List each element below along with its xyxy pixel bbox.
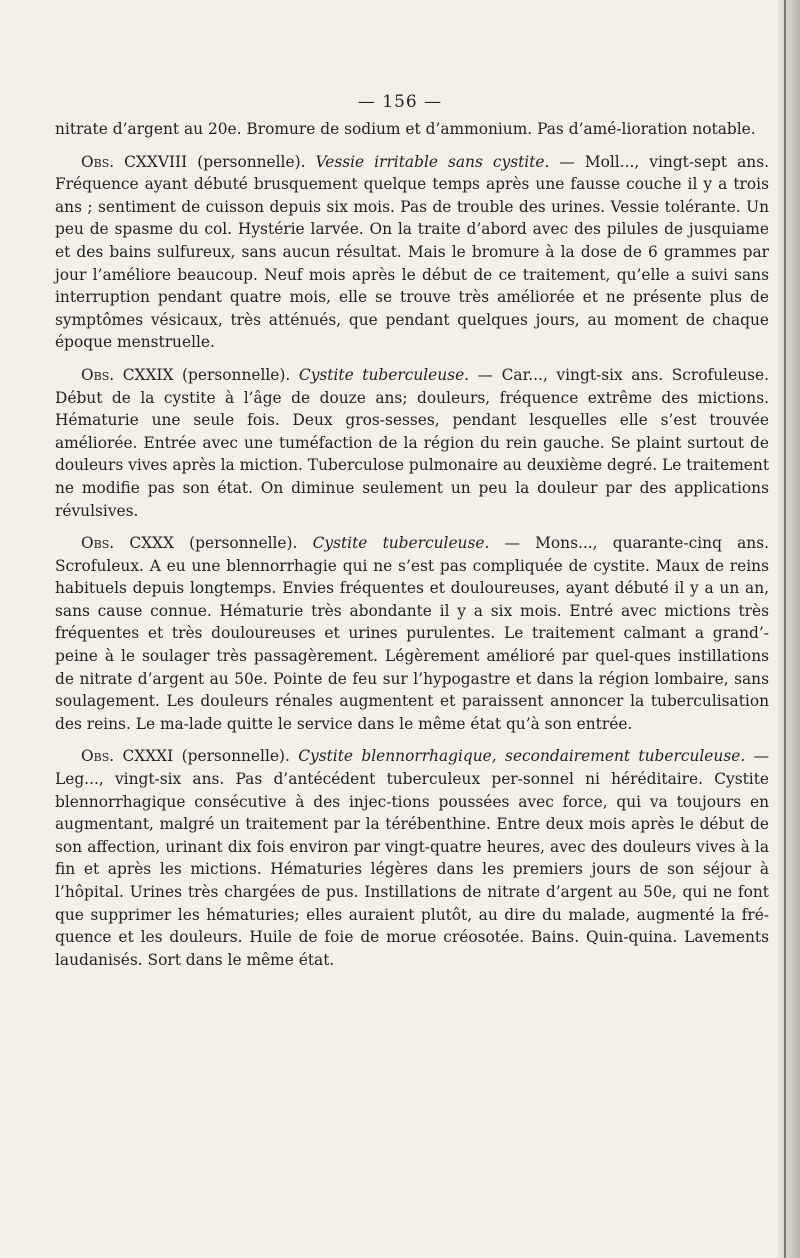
observation-title: Cystite tuberculeuse. — [312, 534, 490, 553]
observation-title: Vessie irritable sans cystite. — [315, 152, 550, 171]
observation-130 — [55, 532, 769, 735]
observation-qualifier: (personnelle). — [173, 365, 299, 384]
observation-body: — Leg..., vingt-six ans. Pas d’antécédent tuberculeux per-sonnel ni héréditaire. Cystite blennorrhagique consécutive à des injec-tions poussées avec force, qui va toujours en augmentant, malgré un traitement par la térébenthine. Entre deux mois après le début de son affection, urinant dix fois environ par vingt-quatre heures, avec des douleurs vives à la fin et après les mictions. Hématuries légères dans les premiers jours de son séjour à l’hôpital. Urines très chargées de pus. Instillations de nitrate d’argent au 50e, qui ne font que supprimer les hématuries; elles auraient plutôt, au dire du malade, augmenté la fré-quence et les douleurs. Huile de foie de morue créosotée. Bains. Quin-quina. Lavements laudanisés. Sort dans le même état. — [55, 747, 769, 969]
observation-title: Cystite tuberculeuse. — [298, 365, 470, 384]
body-text — [55, 118, 769, 981]
page-number: — 156 — — [357, 92, 443, 112]
observation-qualifier: (personnelle). — [187, 152, 316, 171]
observation-body: — Mons..., quarante-cinq ans. Scrofuleux. A eu une blennorrhagie qui ne s’est pas compliquée de cystite. Maux de reins habituels depuis longtemps. Envies fréquentes et douloureuses, ayant débuté il y a un an, sans cause connue. Hématurie très abondante il y a six mois. Entré avec mictions très fréquentes et très douloureuses et urines purulentes. Le traitement calmant a grand’-peine à le soulager très passagèrement. Légèrement amélioré par quel-ques instillations de nitrate d’argent au 50e. Pointe de feu sur l’hypogastre et dans la région lombaire, sans soulagement. Les douleurs rénales augmentent et paraissent annoncer la tuberculisation des reins. Le ma-lade quitte le service dans le même état qu’à son entrée. — [55, 534, 769, 733]
observation-131 — [55, 745, 769, 971]
observation-title: Cystite blennorrhagique, secondairement tuberculeuse. — [298, 747, 746, 766]
paragraph-intro: nitrate d’argent au 20e. Bromure de sodium et d’ammonium. Pas d’amé-lioration notable. — [55, 120, 756, 138]
observation-label: Obs. CXXIX — [81, 365, 174, 384]
observation-body: — Car..., vingt-six ans. Scrofuleuse. Début de la cystite à l’âge de douze ans; douleurs, fréquence extrême des mictions. Hématurie une seule fois. Deux gros-sesses, pendant lesquelles elle s’est trouvée améliorée. Entrée avec une tuméfaction de la région du rein gauche. Se plaint surtout de douleurs vives après la miction. Tuberculose pulmonaire au deuxième degré. Le traitement ne modifie pas son état. On diminue seulement un peu la douleur par des applications révulsives. — [55, 365, 770, 520]
observation-128 — [55, 151, 769, 354]
page-binding-line — [784, 0, 786, 1258]
observation-label: Obs. CXXX — [81, 534, 174, 553]
observation-label: Obs. CXXXI — [81, 747, 174, 766]
observation-body: — Moll..., vingt-sept ans. Fréquence ayant débuté brusquement quelque temps après une fausse couche il y a trois ans ; sentiment de cuisson depuis six mois. Pas de trouble des urines. Vessie tolérante. Un peu de spasme du col. Hystérie larvée. On la traite d’abord avec des pilules de jusquiame et des bains sulfureux, sans aucun résultat. Mais le bromure à la dose de 6 grammes par jour l’améliore beaucoup. Neuf mois après le début de ce traitement, qu’elle a suivi sans interruption pendant quatre mois, elle se trouve très améliorée et ne présente plus de symptômes vésicaux, très atténués, que pendant quelques jours, au moment de chaque époque menstruelle. — [55, 152, 769, 352]
observation-qualifier: (personnelle). — [173, 534, 313, 553]
observation-qualifier: (personnelle). — [173, 747, 299, 766]
observation-label: Obs. CXXVIII — [81, 152, 188, 171]
page-edge-shadow — [778, 0, 800, 1258]
observation-129 — [55, 364, 769, 522]
